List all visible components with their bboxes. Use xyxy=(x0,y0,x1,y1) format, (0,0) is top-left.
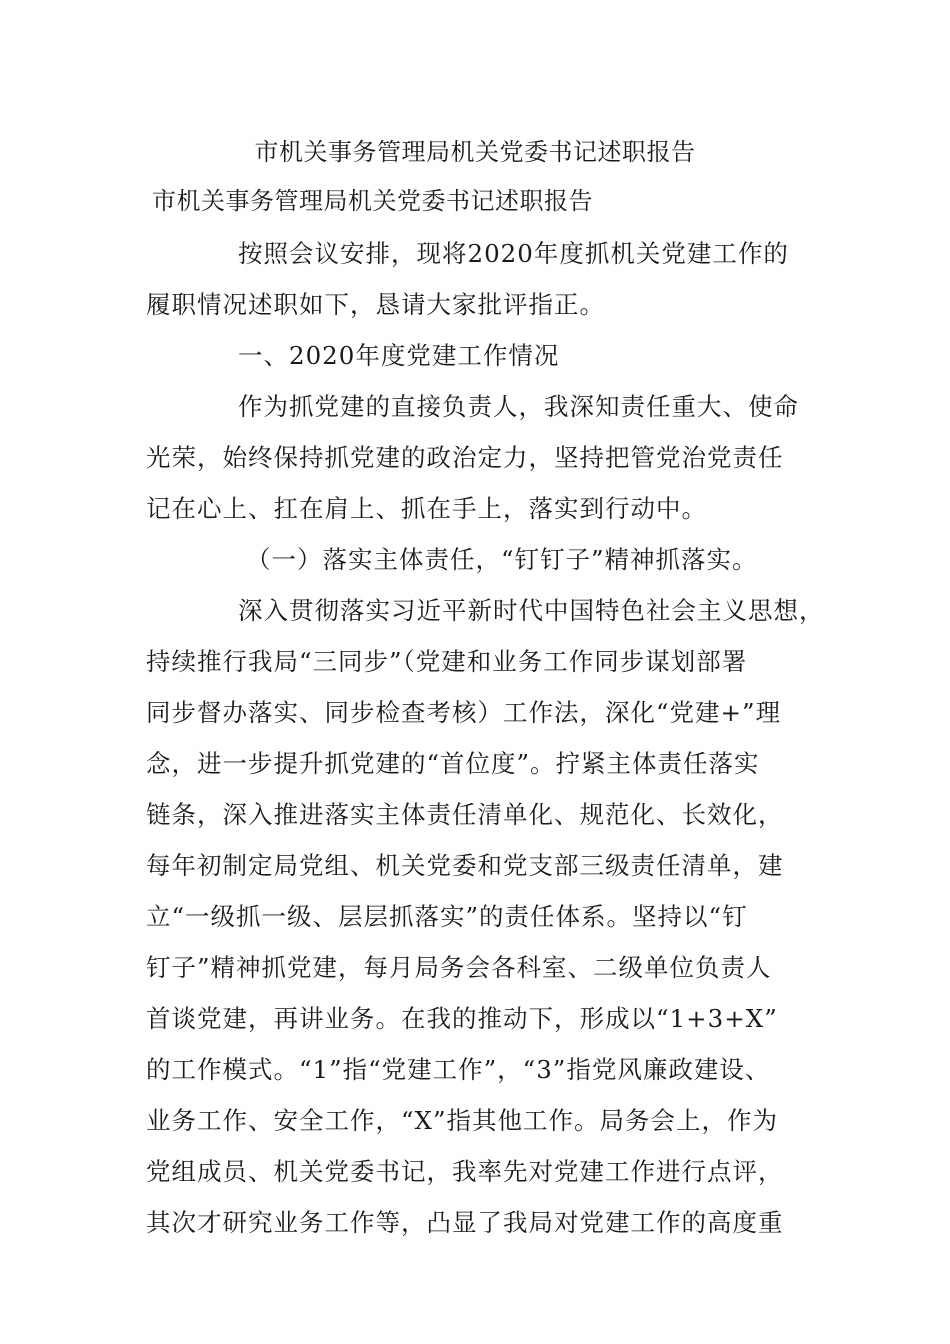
document-title: 市机关事务管理局机关党委书记述职报告 xyxy=(254,138,696,166)
paragraph-line: 深入贯彻落实习近平新时代中国特色社会主义思想， xyxy=(238,596,825,625)
paragraph-line: 的工作模式。“1”指“党建工作”，“3”指党风廉政建设、 xyxy=(146,1055,771,1084)
document-body xyxy=(146,228,825,1248)
paragraph-line: 同步督办落实、同步检查考核）工作法，深化“党建+”理 xyxy=(146,698,782,727)
paragraph-line: 立“一级抓一级、层层抓落实”的责任体系。坚持以“钉 xyxy=(146,902,748,931)
paragraph-line: 念，进一步提升抓党建的“首位度”。拧紧主体责任落实 xyxy=(146,749,760,778)
subsection-heading: （一）落实主体责任，“钉钉子”精神抓落实。 xyxy=(246,545,758,574)
paragraph-line: 钉子”精神抓党建，每月局务会各科室、二级单位负责人 xyxy=(146,953,772,982)
paragraph-line: 首谈党建，再讲业务。在我的推动下，形成以“1+3+X” xyxy=(146,1004,778,1033)
paragraph-line: 光荣，始终保持抓党建的政治定力，坚持把管党治党责任 xyxy=(146,443,784,472)
document-subtitle: 市机关事务管理局机关党委书记述职报告 xyxy=(152,187,593,215)
paragraph-line: 作为抓党建的直接负责人，我深知责任重大、使命 xyxy=(238,392,799,421)
paragraph-line: 持续推行我局“三同步”（党建和业务工作同步谋划部署 xyxy=(146,647,748,676)
paragraph-line: 链条，深入推进落实主体责任清单化、规范化、长效化， xyxy=(146,800,784,829)
paragraph-line: 业务工作、安全工作，“X”指其他工作。局务会上，作为 xyxy=(146,1106,778,1135)
paragraph-line: 按照会议安排，现将2020年度抓机关党建工作的 xyxy=(238,239,789,268)
paragraph-line: 每年初制定局党组、机关党委和党支部三级责任清单，建 xyxy=(146,851,784,880)
paragraph-line: 履职情况述职如下，恳请大家批评指正。 xyxy=(146,290,605,319)
paragraph-line: 党组成员、机关党委书记，我率先对党建工作进行点评， xyxy=(146,1157,784,1186)
section-heading: 一、2020年度党建工作情况 xyxy=(238,341,560,370)
paragraph-line: 记在心上、扛在肩上、抓在手上，落实到行动中。 xyxy=(146,494,707,523)
paragraph-line: 其次才研究业务工作等，凸显了我局对党建工作的高度重 xyxy=(146,1208,784,1237)
